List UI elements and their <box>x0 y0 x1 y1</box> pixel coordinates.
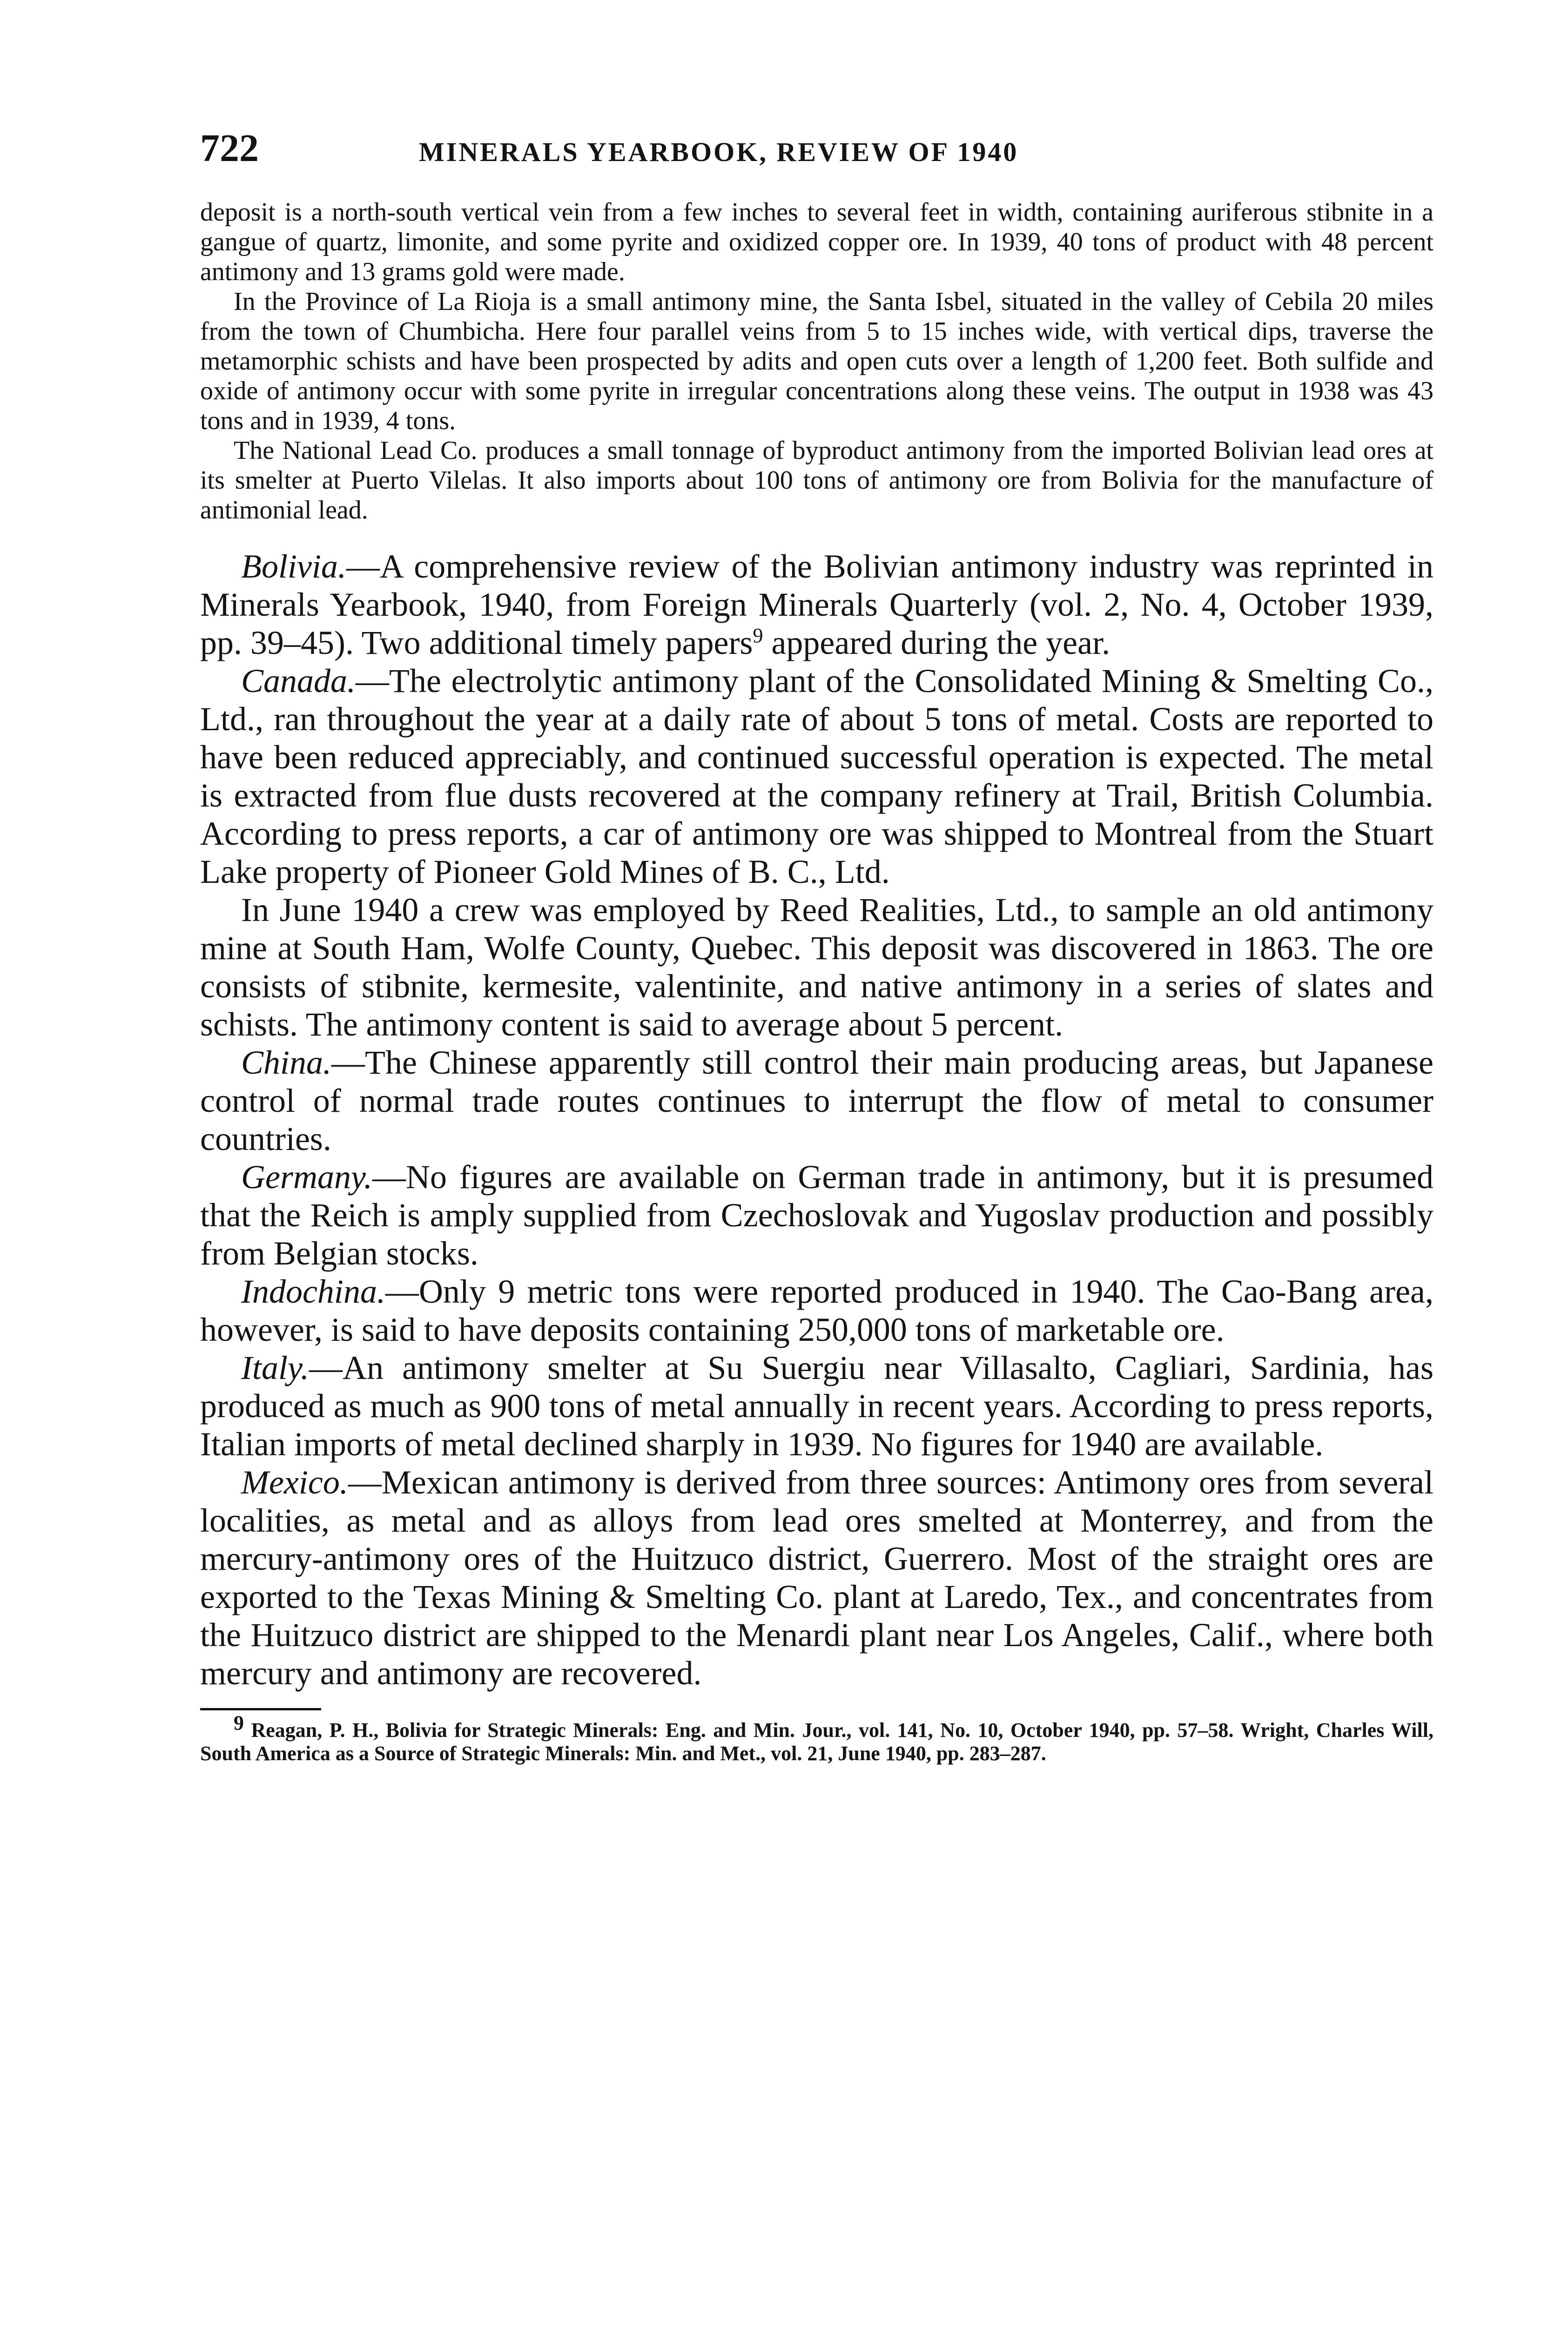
footnotes <box>200 1711 1433 1765</box>
indochina-text: —Only 9 metric tons were reported produced in 1940. The Cao-Bang area, however, is said to have deposits containing 250,000 tons of marketable ore. <box>200 1273 1433 1348</box>
bolivia-text-b: appeared during the year. <box>763 624 1110 661</box>
country-heading-germany: Germany. <box>241 1158 372 1196</box>
paragraph-la-rioja: In the Province of La Rioja is a small antimony mine, the Santa Isbel, situated in the valley of Cebila 20 miles from the town of Chumbicha. Here four parallel veins from 5 to 15 inches wide, with vertical dips, traverse the metamorphic schists and have been prospected by adits and open cuts over a length of 1,200 feet. Both sulfide and oxide of antimony occur with some pyrite in irregular concentrations along these veins. The output in 1938 was 43 tons and in 1939, 4 tons. <box>200 287 1433 435</box>
footnote-divider <box>200 1708 321 1710</box>
country-heading-mexico: Mexico. <box>241 1464 348 1501</box>
mexico-text: —Mexican antimony is derived from three sources: Antimony ores from several localities, as metal and as alloys from lead ores smelted at Monterrey, and from the mercury-antimony ores of the Huitzuco district, Guerrero. Most of the straight ores are exported to the Texas Mining & Smelting Co. plant at Laredo, Tex., and concentrates from the Huitzuco district are shipped to the Menardi plant near Los Angeles, Calif., where both mercury and antimony are recovered. <box>200 1464 1433 1692</box>
footnote-ref-9: 9 <box>753 624 763 647</box>
section-italy <box>200 1349 1433 1463</box>
running-title: MINERALS YEARBOOK, REVIEW OF 1940 <box>419 137 1019 167</box>
bolivia-text-a: —A comprehensive review of the Bolivian antimony industry was reprinted in Minerals Yearbook, 1940, from Foreign Minerals Quarterly (vol. 2, No. 4, October 1939, pp. 39–45). Two additional timely papers <box>200 548 1433 661</box>
footnote-9 <box>200 1711 1433 1765</box>
italy-text: —An antimony smelter at Su Suergiu near Villasalto, Cagliari, Sardinia, has produced as much as 900 tons of metal annually in recent years. According to press reports, Italian imports of metal declined sharply in 1939. No figures for 1940 are available. <box>200 1349 1433 1463</box>
china-text: —The Chinese apparently still control their main producing areas, but Japanese control of normal trade routes continues to interrupt the flow of metal to consumer countries. <box>200 1044 1433 1157</box>
section-mexico <box>200 1463 1433 1692</box>
germany-text: —No figures are available on German trade in antimony, but it is presumed that the Reich is amply supplied from Czechoslovak and Yugoslav production and possibly from Belgian stocks. <box>200 1158 1433 1272</box>
paragraph-national-lead: The National Lead Co. produces a small tonnage of byproduct antimony from the imported Bolivian lead ores at its smelter at Puerto Vilelas. It also imports about 100 tons of antimony ore from Bolivia for the manufacture of antimonial lead. <box>200 436 1433 525</box>
section-china <box>200 1043 1433 1158</box>
argentina-continuation <box>200 197 1433 525</box>
canada-text: —The electrolytic antimony plant of the Consolidated Mining & Smelting Co., Ltd., ran throughout the year at a daily rate of about 5 tons of metal. Costs are reported to have been reduced appreciably, and continued successful operation is expected. The metal is extracted from flue dusts recovered at the company refinery at Trail, British Columbia. According to press reports, a car of antimony ore was shipped to Montreal from the Stuart Lake property of Pioneer Gold Mines of B. C., Ltd. <box>200 662 1433 890</box>
country-heading-indochina: Indochina. <box>241 1273 385 1310</box>
running-head <box>200 126 1433 182</box>
country-heading-italy: Italy. <box>241 1349 309 1386</box>
section-canada-quebec: In June 1940 a crew was employed by Reed Realities, Ltd., to sample an old antimony mine at South Ham, Wolfe County, Quebec. This deposit was discovered in 1863. The ore consists of stibnite, kermesite, valentinite, and native antimony in a series of slates and schists. The antimony content is said to average about 5 percent. <box>200 891 1433 1043</box>
country-heading-bolivia: Bolivia. <box>241 548 346 585</box>
section-canada <box>200 662 1433 891</box>
page-number: 722 <box>200 127 259 170</box>
section-indochina <box>200 1272 1433 1349</box>
footnote-text: Reagan, P. H., Bolivia for Strategic Minerals: Eng. and Min. Jour., vol. 141, No. 10, October 1940, pp. 57–58. Wright, Charles Will, South America as a Source of Strategic Minerals: Min. and Met., vol. 21, June 1940, pp. 283–287. <box>200 1719 1433 1765</box>
footnote-marker: 9 <box>234 1711 244 1735</box>
country-heading-china: China. <box>241 1044 332 1081</box>
country-sections <box>200 547 1433 1692</box>
section-germany <box>200 1158 1433 1272</box>
country-heading-canada: Canada. <box>241 662 356 699</box>
section-bolivia <box>200 547 1433 662</box>
document-page <box>200 126 1433 1765</box>
paragraph-deposit: deposit is a north-south vertical vein from a few inches to several feet in width, containing auriferous stibnite in a gangue of quartz, limonite, and some pyrite and oxidized copper ore. In 1939, 40 tons of product with 48 percent antimony and 13 grams gold were made. <box>200 198 1433 286</box>
